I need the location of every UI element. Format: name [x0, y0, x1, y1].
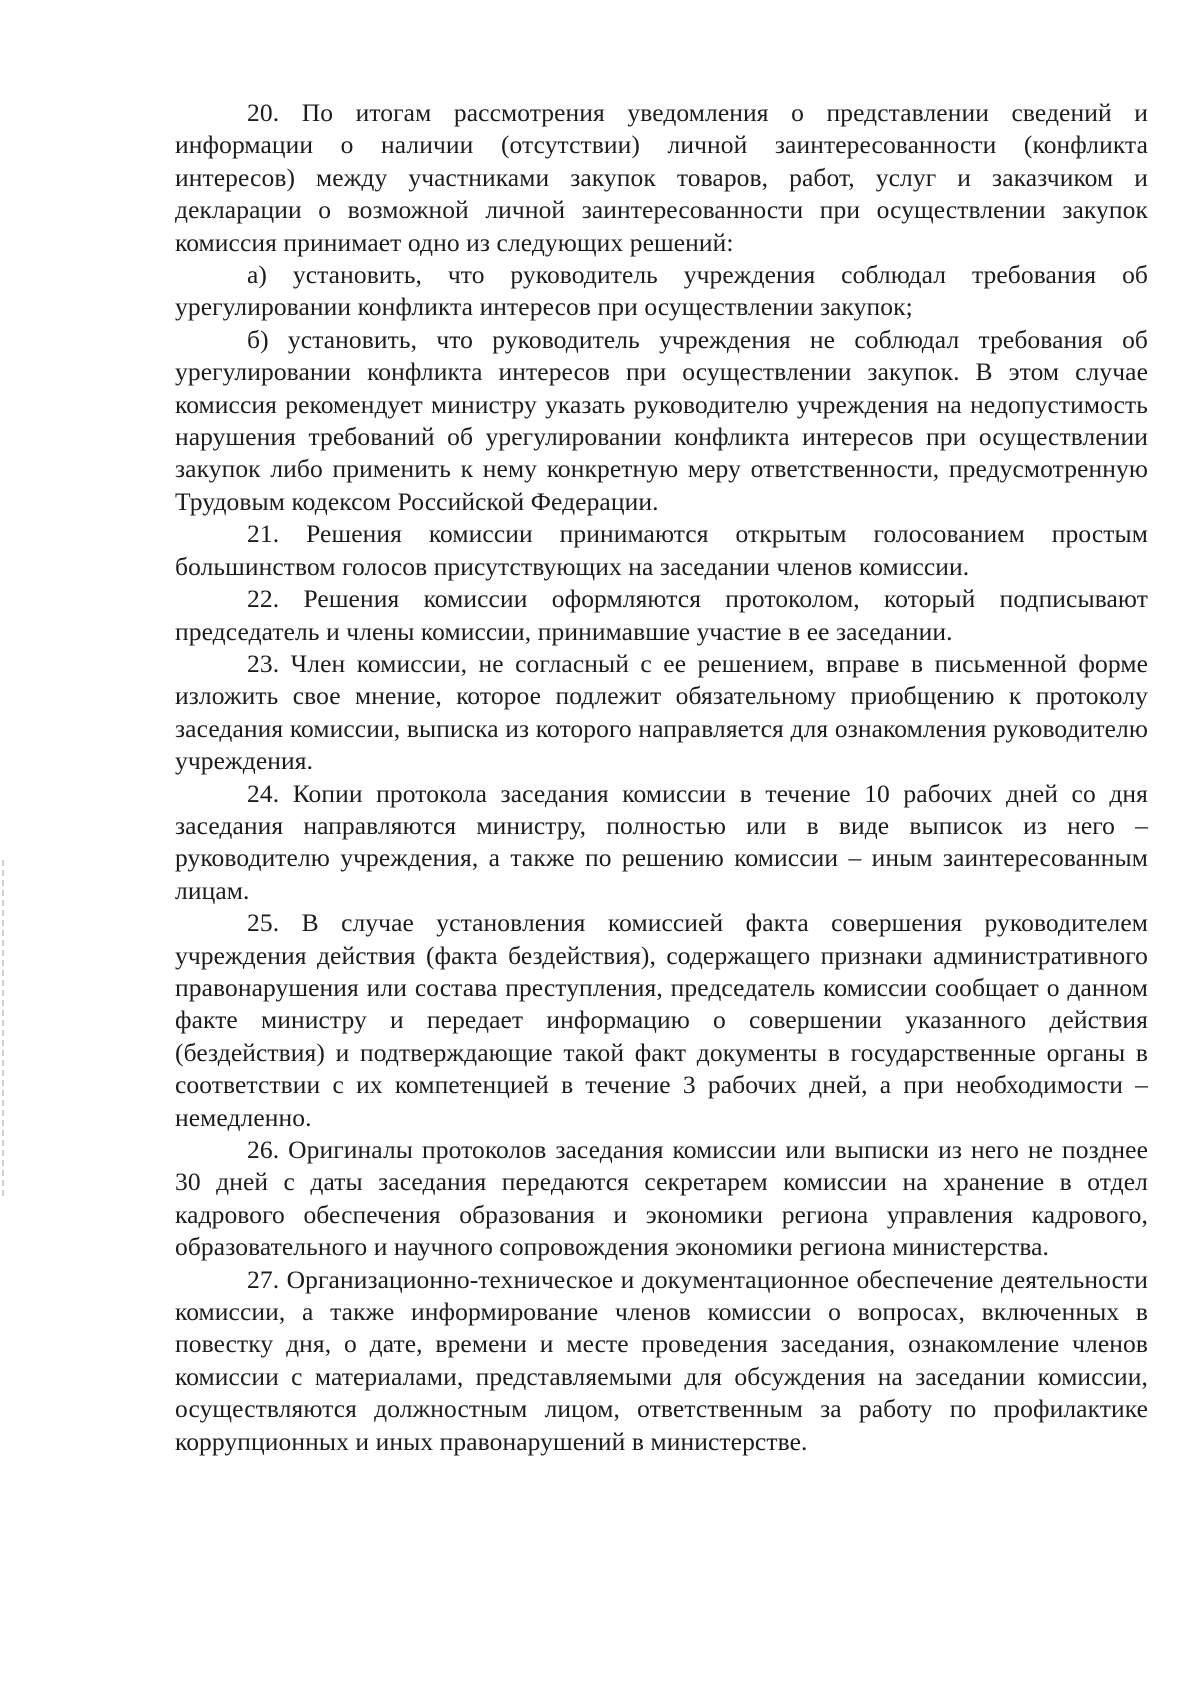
paragraph-20a: а) установить, что руководитель учреждения соблюдал требования об урегулировании конфликта интересов при осуществлении закупок; — [175, 260, 1148, 322]
paragraph-20: 20. По итогам рассмотрения уведомления о представлении сведений и информации о наличии (отсутствии) личной заинтересованности (конфликта интересов) между участниками закупок товаров, работ, услуг и заказчиком и декларации о возможной личной заинтересованности при осуществлении закупок комиссия принимает одно из следующих решений: — [175, 98, 1148, 257]
paragraph-24: 24. Копии протокола заседания комиссии в течение 10 рабочих дней со дня заседания направляются министру, полностью или в виде выписок из него – руководителю учреждения, а также по решению комиссии – иным заинтересованным лицам. — [175, 778, 1148, 905]
paragraph-25: 25. В случае установления комиссией факта совершения руководителем учреждения действия (факта бездействия), содержащего признаки административного правонарушения или состава преступления, председатель комиссии сообщает о данном факте министру и передает информацию о совершении указанного действия (бездействия) и подтверждающие такой факт документы в государственные органы в соответствии с их компетенцией в течение 3 рабочих дней, а при необходимости – немедленно. — [175, 908, 1148, 1132]
paragraph-23: 23. Член комиссии, не согласный с ее решением, вправе в письменной форме изложить свое мнение, которое подлежит обязательному приобщению к протоколу заседания комиссии, выписка из которого направляется для ознакомления руководителю учреждения. — [175, 648, 1148, 776]
scan-edge-artifact — [2, 860, 4, 1200]
document-body — [175, 97, 1148, 1458]
paragraph-21: 21. Решения комиссии принимаются открытым голосованием простым большинством голосов присутствующих на заседании членов комиссии. — [175, 519, 1148, 581]
paragraph-22: 22. Решения комиссии оформляются протоколом, который подписывают председатель и члены комиссии, принимавшие участие в ее заседании. — [175, 584, 1148, 646]
paragraph-27: 27. Организационно-техническое и документационное обеспечение деятельности комиссии, а также информирование членов комиссии о вопросах, включенных в повестку дня, о дате, времени и месте проведения заседания, ознакомление членов комиссии с материалами, представляемыми для обсуждения на заседании комиссии, осуществляются должностным лицом, ответственным за работу по профилактике коррупционных и иных правонарушений в министерстве. — [175, 1264, 1148, 1456]
paragraph-26: 26. Оригиналы протоколов заседания комиссии или выписки из него не позднее 30 дней с даты заседания передаются секретарем комиссии на хранение в отдел кадрового обеспечения образования и экономики региона управления кадрового, образовательного и научного сопровождения экономики региона министерства. — [175, 1135, 1148, 1262]
paragraph-20b: б) установить, что руководитель учреждения не соблюдал требования об урегулировании конфликта интересов при осуществлении закупок. В этом случае комиссия рекомендует министру указать руководителю учреждения на недопустимость нарушения требований об урегулировании конфликта интересов при осуществлении закупок либо применить к нему конкретную меру ответственности, предусмотренную Трудовым кодексом Российской Федерации. — [175, 324, 1148, 516]
